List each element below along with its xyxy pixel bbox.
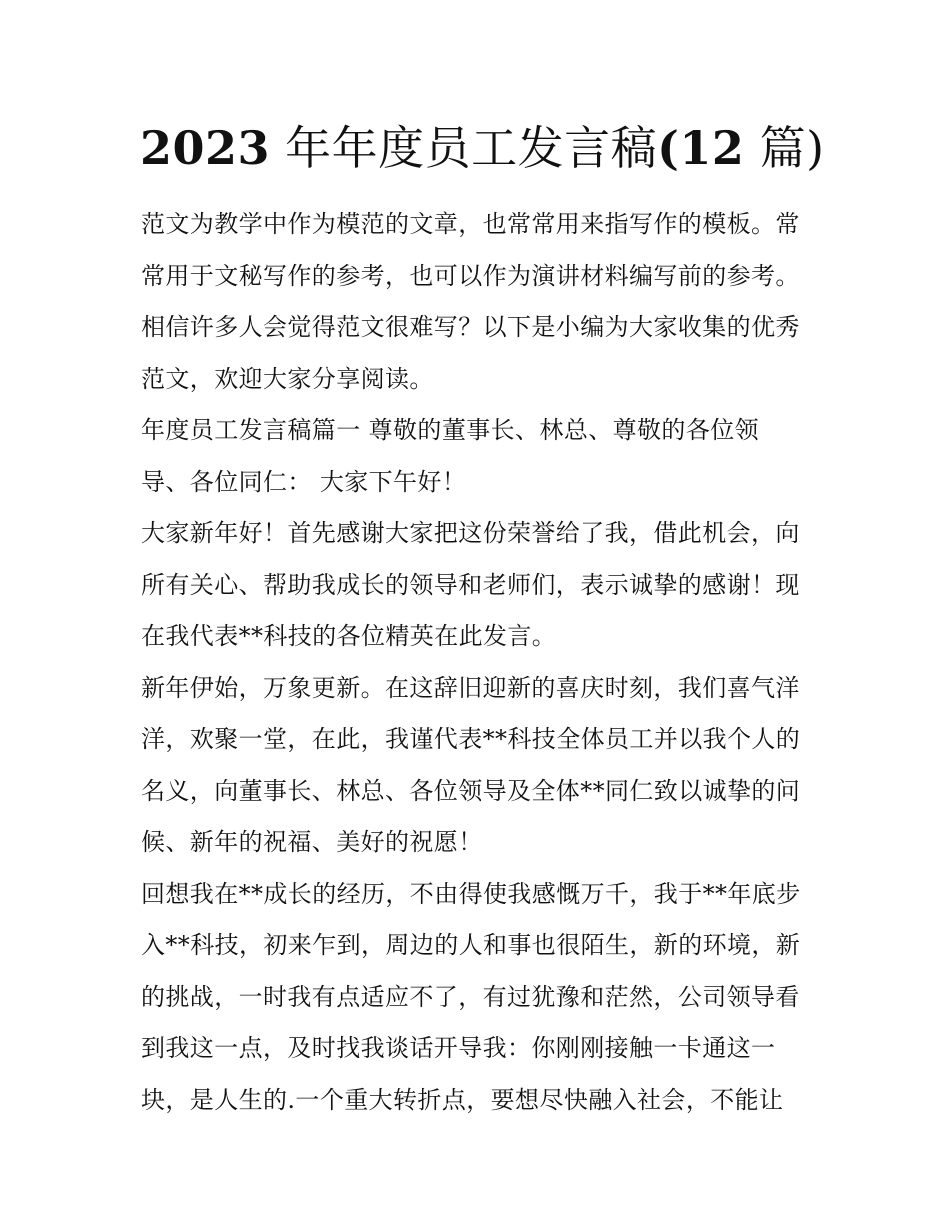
text-line: 导、各位同仁： 大家下午好！ xyxy=(141,467,467,496)
document-title xyxy=(140,118,840,178)
title-text: 年年度员工发言稿 xyxy=(285,121,658,175)
document-body xyxy=(141,199,821,1126)
text-line: 常用于文秘写作的参考，也可以作为演讲材料编写前的参考。 xyxy=(141,261,800,290)
text-line: 大家新年好！首先感谢大家把这份荣誉给了我，借此机会，向 xyxy=(141,519,800,547)
title-year: 2023 xyxy=(140,121,271,175)
text-line: 候、新年的祝福、美好的祝愿！ xyxy=(141,828,483,856)
text-line: 年度员工发言稿篇一 尊敬的董事长、林总、尊敬的各位领 xyxy=(141,416,760,444)
text-line: 洋，欢聚一堂，在此，我谨代表**科技全体员工并以我个人的 xyxy=(141,725,801,753)
text-line: 范文为教学中作为模范的文章，也常常用来指写作的模板。常 xyxy=(141,210,800,238)
text-line: 入**科技，初来乍到，周边的人和事也很陌生，新的环境，新 xyxy=(141,931,801,959)
text-line: 的挑战，一时我有点适应不了，有过犹豫和茫然，公司领导看 xyxy=(141,982,800,1011)
text-line: 回想我在**成长的经历，不由得使我感慨万千，我于**年底步 xyxy=(141,879,801,908)
text-line: 块，是人生的.一个重大转折点，要想尽快融入社会，不能让 xyxy=(141,1085,784,1114)
text-line: 范文，欢迎大家分享阅读。 xyxy=(141,364,434,393)
text-line: 新年伊始，万象更新。在这辞旧迎新的喜庆时刻，我们喜气洋 xyxy=(141,673,800,702)
text-line: 相信许多人会觉得范文很难写？以下是小编为大家收集的优秀 xyxy=(141,313,800,341)
text-line: 在我代表**科技的各位精英在此发言。 xyxy=(141,622,557,650)
text-line: 所有关心、帮助我成长的领导和老师们，表示诚挚的感谢！现 xyxy=(141,570,800,599)
title-suffix: 篇) xyxy=(759,121,825,175)
title-count: (12 xyxy=(657,121,745,175)
text-line: 名义，向董事长、林总、各位领导及全体**同仁致以诚挚的问 xyxy=(141,776,801,805)
text-line: 到我这一点，及时找我谈话开导我：你刚刚接触一卡通这一 xyxy=(141,1034,776,1062)
